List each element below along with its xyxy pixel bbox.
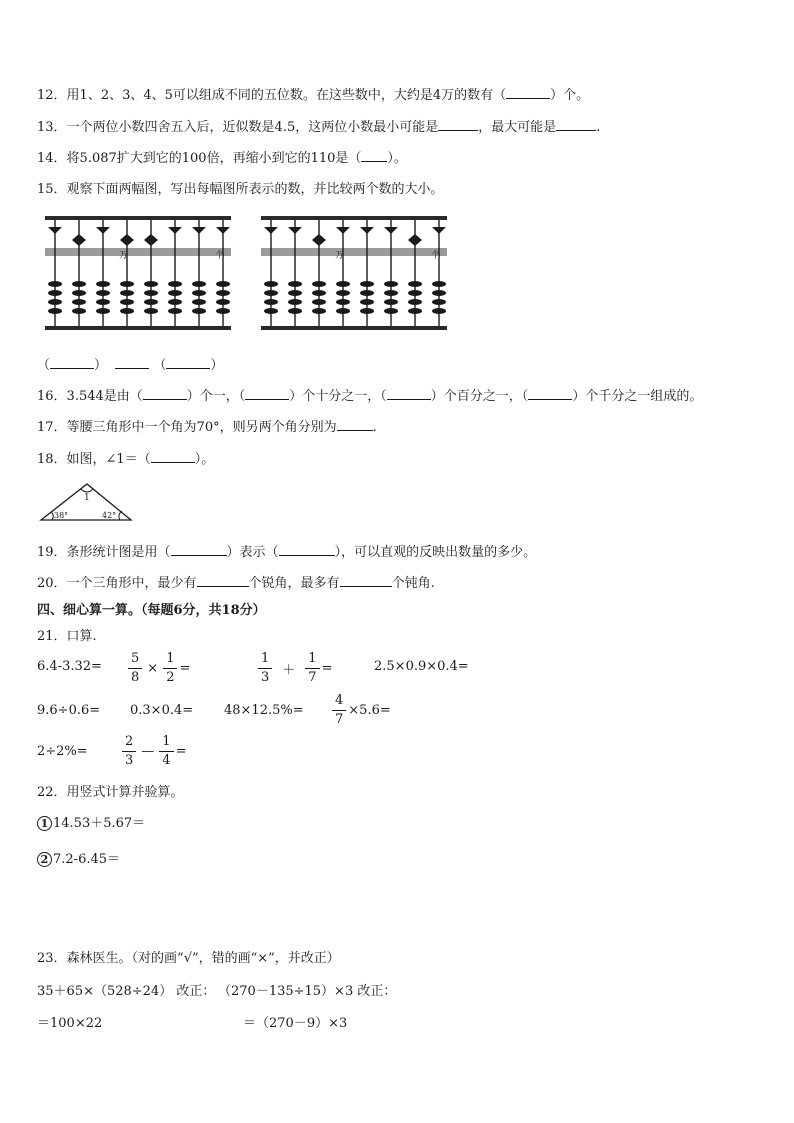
forest-doctor-right-2: ＝（270－9）×3 — [243, 1016, 348, 1031]
question-14 — [37, 147, 407, 166]
question-12-text: 12．用1、2、3、4、5可以组成不同的五位数。在这些数中，大约是4万的数有（ — [37, 88, 507, 103]
answer-blank[interactable] — [166, 356, 210, 369]
answer-blank[interactable] — [387, 387, 431, 400]
question-13-tail: . — [596, 120, 601, 135]
numerator: 4 — [332, 692, 346, 711]
answer-blank[interactable] — [528, 387, 572, 400]
question-19 — [37, 541, 536, 560]
numerator: 5 — [128, 650, 142, 669]
answer-blank[interactable] — [171, 543, 227, 556]
question-22-title: 22．用竖式计算并验算。 — [37, 785, 184, 800]
question-14-text: 14．将5.087扩大到它的100倍，再缩小到它的110是（ — [37, 151, 362, 166]
question-20-text: 个钝角. — [391, 576, 435, 591]
question-17-tail: . — [372, 420, 377, 435]
numerator: 1 — [258, 650, 272, 669]
answer-blank[interactable] — [197, 574, 249, 587]
denominator: 3 — [261, 670, 270, 685]
denominator: 7 — [308, 670, 317, 685]
question-13-text: 13．一个两位小数四舍五入后，近似数是4.5，这两位小数最小可能是 — [37, 120, 439, 135]
numerator: 1 — [159, 733, 173, 752]
denominator: 7 — [335, 712, 344, 727]
question-18-tail: ）。 — [194, 452, 215, 467]
answer-blank[interactable] — [506, 86, 550, 99]
question-16-text: ）个千分之一组成的。 — [572, 389, 703, 404]
question-12-tail: ）个。 — [550, 88, 590, 103]
operator: ＋ — [282, 663, 296, 678]
triangle-figure — [38, 478, 134, 524]
oral-calc-a — [37, 659, 102, 674]
paren-open: （ — [37, 358, 51, 373]
denominator: 8 — [131, 670, 140, 685]
equals: = — [175, 744, 187, 759]
fraction — [305, 650, 319, 687]
circled-number-2: 2 — [37, 852, 52, 867]
equals: = — [179, 661, 191, 676]
question-21-title: 21．口算. — [37, 629, 97, 644]
question-20-text: 个锐角，最多有 — [248, 576, 340, 591]
angle-1-label: 1 — [84, 493, 90, 503]
answer-blank[interactable] — [340, 574, 392, 587]
operator: × — [147, 661, 159, 676]
denominator: 2 — [166, 670, 175, 685]
fraction — [128, 650, 142, 687]
abacus-label-wan: 万 — [335, 251, 345, 261]
answer-blank[interactable] — [151, 450, 195, 463]
fraction — [122, 733, 136, 770]
question-16-text: ）个十分之一，（ — [289, 389, 387, 404]
oral-calc-e-text: 9.6÷0.6= — [37, 703, 101, 718]
question-19-text: ），可以直观的反映出数量的多少。 — [334, 545, 537, 560]
question-20-text: 20．一个三角形中，最少有 — [37, 576, 197, 591]
question-16-text: ）个百分之一，（ — [430, 389, 529, 404]
question-16 — [37, 385, 702, 404]
paren-close: ） — [210, 358, 224, 373]
vertical-calc-2-text: 7.2-6.45＝ — [53, 852, 121, 867]
vertical-calc-1 — [37, 812, 145, 831]
forest-doctor-left-1: 35＋65×（528÷24） 改正： — [37, 984, 216, 999]
question-12 — [37, 84, 589, 103]
oral-calc-b — [126, 650, 190, 687]
question-17 — [37, 416, 377, 435]
oral-calc-f — [130, 703, 193, 718]
answer-blank[interactable] — [245, 387, 289, 400]
answer-blank[interactable] — [438, 118, 478, 131]
abacus-label-ge: 个 — [431, 251, 441, 261]
oral-calc-f-text: 0.3×0.4= — [130, 703, 194, 718]
operator: — — [141, 744, 155, 759]
forest-doctor-left-2: ＝100×22 — [37, 1016, 103, 1031]
fraction — [258, 650, 272, 687]
answer-blank[interactable] — [337, 418, 373, 431]
question-13-mid: ，最大可能是 — [478, 120, 557, 135]
oral-calc-d-text: 2.5×0.9×0.4= — [374, 659, 469, 674]
abacus-label-ge: 个 — [215, 251, 225, 261]
oral-calc-h — [330, 692, 391, 729]
answer-blank[interactable] — [361, 149, 387, 162]
forest-doctor-right-1: （270－135÷15）×3 改正： — [218, 984, 397, 999]
numerator: 1 — [305, 650, 319, 669]
question-15-text: 15．观察下面两幅图，写出每幅图所表示的数，并比较两个数的大小。 — [37, 182, 444, 197]
circled-number-1: 1 — [37, 816, 52, 831]
oral-calc-i-text: 2÷2%= — [37, 744, 88, 759]
answer-blank[interactable] — [50, 356, 94, 369]
question-19-text: ）表示（ — [226, 545, 279, 560]
question-23-title: 23．森林医生。（对的画“√”，错的画“×”，并改正） — [37, 951, 340, 966]
oral-calc-j — [120, 733, 186, 770]
answer-blank[interactable] — [556, 118, 596, 131]
answer-blank[interactable] — [279, 543, 335, 556]
paren-open: （ — [153, 358, 167, 373]
question-18 — [37, 448, 214, 467]
vertical-calc-2 — [37, 848, 120, 867]
question-16-text: 16．3.544是由（ — [37, 389, 143, 404]
denominator: 3 — [125, 753, 134, 768]
fraction — [163, 650, 177, 687]
question-18-text: 18．如图，∠1＝（ — [37, 452, 151, 467]
question-17-text: 17．等腰三角形中一个角为70°，则另两个角分别为 — [37, 420, 337, 435]
oral-calc-g-text: 48×12.5%= — [224, 703, 304, 718]
vertical-calc-1-text: 14.53＋5.67＝ — [53, 816, 146, 831]
question-19-text: 19．条形统计图是用（ — [37, 545, 171, 560]
numerator: 2 — [122, 733, 136, 752]
question-15-answers — [37, 354, 223, 373]
oral-calc-i — [37, 744, 88, 759]
question-16-text: ）个一，（ — [186, 389, 246, 404]
oral-calc-g — [224, 703, 304, 718]
abacus-label-wan: 万 — [119, 251, 129, 261]
angle-left-label: 38° — [54, 511, 69, 520]
oral-calc-d — [374, 659, 469, 674]
fraction — [159, 733, 173, 770]
abacus-figure-2 — [259, 214, 449, 332]
oral-calc-h-text: ×5.6= — [348, 703, 391, 718]
equals: = — [321, 661, 333, 676]
paren-close: ） — [94, 358, 108, 373]
oral-calc-a-text: 6.4-3.32= — [37, 659, 102, 674]
answer-blank[interactable] — [115, 356, 149, 369]
numerator: 1 — [163, 650, 177, 669]
abacus-figure-1 — [43, 214, 233, 332]
denominator: 4 — [162, 753, 171, 768]
question-13 — [37, 116, 600, 135]
angle-right-label: 42° — [102, 511, 117, 520]
question-20 — [37, 572, 435, 591]
section-4-heading: 四、细心算一算。（每题6分，共18分） — [37, 603, 266, 618]
oral-calc-e — [37, 703, 100, 718]
fraction — [332, 692, 346, 729]
oral-calc-c — [256, 650, 332, 687]
answer-blank[interactable] — [143, 387, 187, 400]
question-15 — [37, 178, 444, 197]
question-14-tail: ）。 — [387, 151, 407, 166]
